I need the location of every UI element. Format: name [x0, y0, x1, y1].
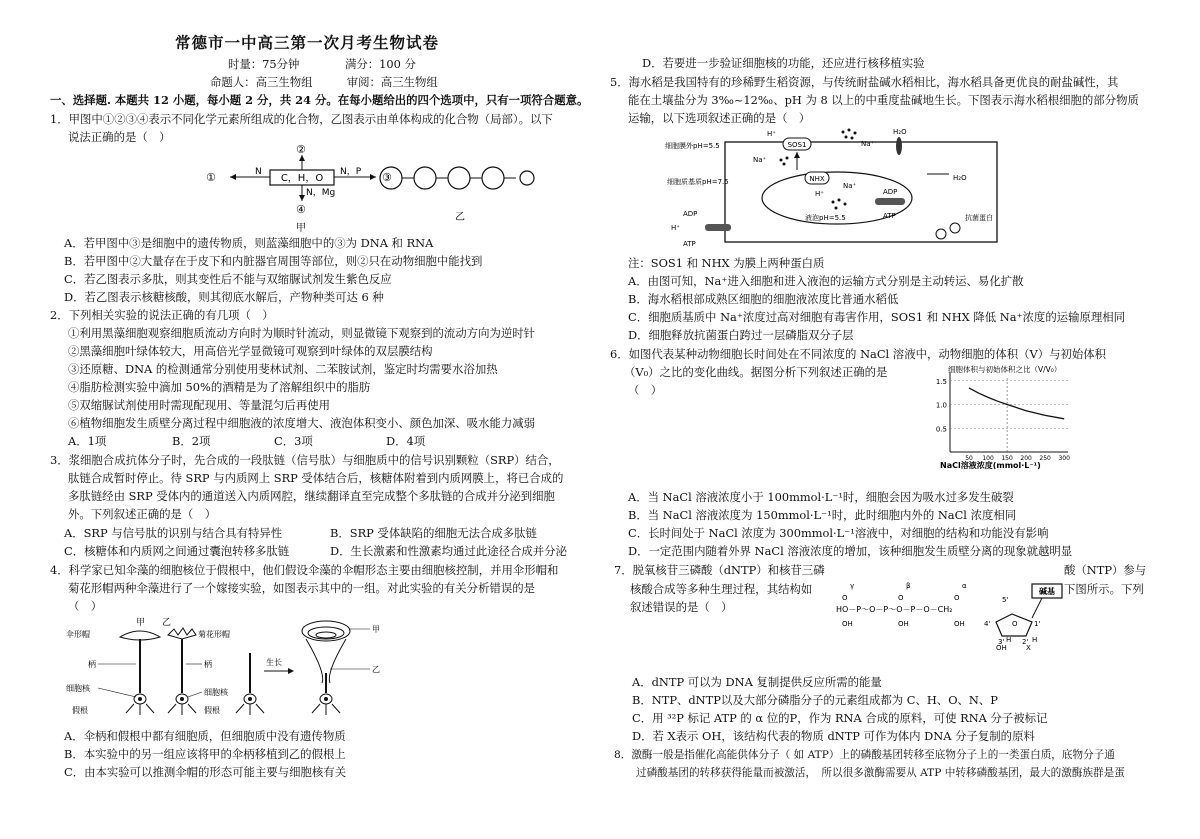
q4-stem-line2: 菊花形帽两种伞藻进行了一个嫁接实验，如图表示其中的一组。对此实验的有关分析错误的是 [68, 581, 536, 595]
svg-text:OH: OH [996, 644, 1007, 650]
q5-figure-root-cell [665, 124, 1010, 250]
cell-volume-chart [920, 360, 1080, 472]
chart-xlabel: NaCl溶液浓度(mmol·L⁻¹) [940, 461, 1041, 470]
svg-text:NHX: NHX [809, 175, 825, 183]
svg-text:H₂O: H₂O [893, 128, 907, 136]
svg-text:伞形帽: 伞形帽 [66, 630, 90, 639]
svg-text:N: N [255, 167, 262, 177]
svg-text:抗菌蛋白: 抗菌蛋白 [965, 214, 993, 222]
q3-option-b: B．SRP 受体缺陷的细胞无法合成多肽链 [330, 526, 537, 540]
svg-text:①: ① [206, 171, 216, 184]
q8-stem-line1: 8．激酶一般是指催化高能供体分子（ 如 ATP）上的磷酸基团转移至底物分子上的一类蛋白质，底物分子通 [614, 749, 1115, 761]
q4-option-c: C．由本实验可以推测伞帽的形态可能主要与细胞核有关 [64, 765, 347, 779]
q3-option-c: C．核糖体和内质网之间通过囊泡转移多肽链 [64, 544, 290, 558]
chart-ticks [936, 376, 1070, 462]
q2-option-c: C．3项 [274, 434, 313, 448]
q6-option-d: D．一定范围内随着外界 NaCl 溶液浓度的增加，该种细胞发生质壁分离的现象就越明显 [628, 544, 1073, 558]
q7-stem-line3: 叙述错误的是（ ） [630, 600, 733, 614]
q5-option-d: D．细胞释放抗菌蛋白跨过一层磷脂双分子层 [628, 328, 854, 342]
svg-text:O: O [842, 594, 848, 602]
q2-option-a: A．1项 [68, 434, 107, 448]
q4-stem-line1: 4．科学家已知伞藻的细胞核位于假根中，他们假设伞藻的伞帽形态主要由细胞核控制，并用伞形帽和 [50, 563, 559, 577]
svg-text:液泡pH=5.5: 液泡pH=5.5 [805, 214, 846, 222]
chart-series-line-0 [969, 388, 1064, 419]
q1-option-c: C．若乙图表示多肽，则其变性后不能与双缩脲试剂发生紫色反应 [64, 272, 392, 286]
svg-text:柄: 柄 [204, 660, 212, 669]
svg-text:④: ④ [296, 203, 306, 216]
svg-text:乙: 乙 [455, 212, 465, 222]
q2-item-1: ①利用黑藻细胞观察细胞质流动方向时为顺时针流动，则显微镜下观察到的流动方向为逆时针 [68, 326, 536, 340]
svg-text:SOS1: SOS1 [787, 141, 807, 149]
svg-text:H₂O: H₂O [953, 174, 967, 182]
q2-item-2: ②黑藻细胞叶绿体较大，用高倍光学显微镜可观察到叶绿体的双层膜结构 [68, 344, 433, 358]
q5-option-a: A．由图可知，Na⁺进入细胞和进入液泡的运输方式分别是主动转运、易化扩散 [628, 274, 1024, 288]
q6-option-a: A．当 NaCl 溶液浓度小于 100mmol·L⁻¹时，细胞会因为吸水过多发生破裂 [628, 490, 1014, 504]
svg-text:甲: 甲 [296, 223, 306, 233]
svg-text:细胞膜外pH=5.5: 细胞膜外pH=5.5 [665, 142, 720, 150]
svg-text:O: O [898, 594, 904, 602]
q4-option-d: D．若要进一步验证细胞核的功能，还应进行核移植实验 [642, 56, 925, 70]
svg-text:乙: 乙 [162, 618, 172, 628]
svg-text:假根: 假根 [72, 706, 88, 715]
svg-text:H⁺: H⁺ [671, 224, 680, 232]
q3-stem-line4: 外。下列叙述正确的是（ ） [68, 507, 217, 521]
svg-text:β: β [906, 582, 911, 590]
q7-option-d: D．若 X表示 OH，该结构代表的物质 dNTP 可作为体内 DNA 分子复制的原料 [632, 729, 1035, 743]
svg-text:柄: 柄 [88, 660, 96, 669]
q6-stem-line3: （ ） [628, 383, 663, 397]
q6-stem-line1: 6．如图代表某种动物细胞长时间处在不同浓度的 NaCl 溶液中，动物细胞的体积（V）与初始体积 [610, 347, 1107, 361]
svg-text:②: ② [296, 143, 306, 156]
svg-text:H: H [1006, 636, 1012, 644]
svg-text:细胞质基质pH=7.5: 细胞质基质pH=7.5 [667, 178, 729, 186]
svg-text:碱基: 碱基 [1039, 587, 1055, 596]
svg-text:H: H [1032, 636, 1038, 644]
section-heading: 一、选择题. 本题共 12 小题，每小题 2 分，共 24 分。在每小题给出的四个选项中，只有一项符合题意。 [50, 93, 589, 107]
q5-note: 注：SOS1 和 NHX 为膜上两种蛋白质 [628, 256, 825, 270]
q8-stem-line2: 过磷酸基团的转移获得能量而被激活， 所以很多激酶需要从 ATP 中转移磷酸基团，最大的激酶族群是蛋 [636, 767, 1125, 779]
chart-y-tick-label: 1.0 [935, 401, 947, 410]
svg-text:N，P: N，P [340, 167, 362, 177]
chart-x-tick-label: 150 [1001, 455, 1013, 462]
q1-stem-line2: 说法正确的是（ ） [68, 130, 171, 144]
svg-text:γ: γ [850, 582, 855, 590]
svg-text:甲: 甲 [136, 618, 146, 628]
svg-text:ATP: ATP [883, 212, 896, 220]
chart-title: 细胞体积与初始体积之比（V/V₀） [948, 365, 1062, 374]
svg-text:H⁺: H⁺ [815, 190, 824, 198]
q5-stem-line1: 5．海水稻是我国特有的珍稀野生稻资源，与传统耐盐碱水稻相比，海水稻具备更优良的耐盐碱性，其 [610, 75, 1119, 89]
chart-x-tick-label: 50 [965, 455, 973, 462]
q6-option-b: B．当 NaCl 溶液浓度为 150mmol·L⁻¹时，此时细胞内外的 NaCl 浓度相同 [628, 508, 1017, 522]
q6-option-c: C．长时间处于 NaCl 浓度为 300mmol·L⁻¹溶液中，对细胞的结构和功能没有影响 [628, 526, 1049, 540]
exam-meta-author: 命题人：高三生物组 审阅：高三生物组 [210, 75, 438, 89]
q7-option-c: C．用 ³²P 标记 ATP 的 α 位的P，作为 RNA 合成的原料，可使 RNA 分子被标记 [632, 711, 1048, 725]
chart-series [969, 388, 1064, 419]
q5-option-b: B．海水稻根部成熟区细胞的细胞液浓度比普通水稻低 [628, 292, 899, 306]
q1-option-d: D．若乙图表示核糖核酸，则其彻底水解后，产物种类可达 6 种 [64, 290, 384, 304]
q6-stem-line2: （V₀）之比的变化曲线。据图分析下列叙述正确的是 [624, 365, 888, 379]
chart-axes [950, 372, 1068, 452]
svg-text:OH: OH [954, 620, 965, 628]
svg-text:α: α [962, 582, 967, 590]
q7-stem-line2b: 下图所示。下列 [1064, 582, 1144, 596]
q2-option-b: B．2项 [172, 434, 211, 448]
q4-figure-acetabularia [58, 613, 408, 723]
q4-option-b: B．本实验中的另一组应该将甲的伞柄移植到乙的假根上 [64, 747, 346, 761]
exam-meta-time: 时量：75分钟 满分：100 分 [228, 57, 416, 71]
svg-text:5': 5' [1002, 596, 1009, 604]
q1-stem-line1: 1．甲图中①②③④表示不同化学元素所组成的化合物，乙图表示由单体构成的化合物（局部）。以下 [50, 112, 553, 126]
q2-item-5: ⑤双缩脲试剂使用时需现配现用、等量混匀后再使用 [68, 398, 330, 412]
svg-text:生长: 生长 [266, 658, 282, 667]
q7-option-a: A．dNTP 可以为 DNA 复制提供反应所需的能量 [632, 675, 882, 689]
svg-text:2': 2' [1022, 638, 1029, 646]
q1-center-label: C，H，O [280, 173, 324, 184]
exam-title: 常德市一中高三第一次月考生物试卷 [175, 33, 440, 52]
chart-y-tick-label: 0.5 [935, 425, 947, 434]
q4-stem-line3: （ ） [68, 599, 103, 613]
q1-figure-yi [375, 162, 535, 222]
q2-item-4: ④脂肪检测实验中滴加 50%的酒精是为了溶解组织中的脂肪 [68, 380, 371, 394]
svg-text:Na⁺: Na⁺ [753, 156, 767, 164]
svg-text:乙: 乙 [372, 665, 380, 674]
q7-stem-line1a: 7．脱氧核苷三磷酸（dNTP）和核苷三磷 [614, 563, 825, 577]
q6-chart [920, 360, 1080, 472]
chart-x-tick-label: 100 [982, 455, 994, 462]
q3-option-a: A．SRP 与信号肽的识别与结合具有特异性 [64, 526, 283, 540]
svg-text:ADP: ADP [683, 210, 698, 218]
q7-stem-line2a: 核酸合成等多种生理过程，其结构如 [630, 582, 813, 596]
svg-text:1': 1' [1034, 620, 1041, 628]
q7-figure-ntp [836, 578, 1066, 650]
q2-item-6: ⑥植物细胞发生质壁分离过程中细胞液的浓度增大、液泡体积变小、颜色加深、吸水能力减弱 [68, 416, 536, 430]
q4-option-a: A．伞柄和假根中都有细胞质，但细胞质中没有遗传物质 [64, 729, 346, 743]
svg-text:ATP: ATP [683, 240, 696, 248]
chart-x-tick-label: 200 [1020, 455, 1032, 462]
q3-stem-line1: 3．浆细胞合成抗体分子时，先合成的一段肽链（信号肽）与细胞质中的信号识别颗粒（SRP）结合， [50, 453, 560, 467]
svg-text:O: O [1012, 620, 1018, 628]
svg-text:OH: OH [898, 620, 909, 628]
q5-stem-line2: 能在土壤盐分为 3‰~12‰、pH 为 8 以上的中重度盐碱地生长。下图表示海水稻根细胞的部分物质 [628, 93, 1139, 107]
q3-stem-line3: 多肽链经由 SRP 受体内的通道送入内质网腔，继续翻译直至完成整个多肽链的合成并分泌到细胞 [68, 489, 555, 503]
q2-option-d: D．4项 [386, 434, 426, 448]
svg-text:③: ③ [382, 171, 392, 184]
q3-stem-line2: 肽链合成暂时停止。待 SRP 与内质网上 SRP 受体结合后，核糖体附着到内质网膜上，将已合成的 [68, 471, 564, 485]
svg-text:O: O [954, 594, 960, 602]
svg-text:Na⁺: Na⁺ [843, 182, 857, 190]
chart-y-tick-label: 1.5 [935, 377, 947, 386]
q5-stem-line3: 运输，以下选项叙述正确的是（ ） [628, 111, 811, 125]
svg-text:H⁺: H⁺ [767, 130, 776, 138]
svg-text:X: X [1026, 644, 1031, 650]
q2-item-3: ③还原糖、DNA 的检测通常分别使用斐林试剂、二苯胺试剂，鉴定时均需要水浴加热 [68, 362, 498, 376]
svg-text:N，Mg: N，Mg [306, 188, 336, 198]
q5-option-c: C．细胞质基质中 Na⁺浓度过高对细胞有毒害作用，SOS1 和 NHX 降低 Na⁺浓度的运输原理相同 [628, 310, 1126, 324]
svg-text:OH: OH [842, 620, 853, 628]
svg-text:3': 3' [998, 638, 1005, 646]
svg-text:4': 4' [984, 620, 991, 628]
svg-text:细胞核: 细胞核 [204, 688, 228, 697]
svg-text:菊花形帽: 菊花形帽 [198, 630, 230, 639]
svg-text:甲: 甲 [372, 625, 380, 634]
q1-option-b: B．若甲图中②大量存在于皮下和内脏器官周围等部位，则②只在动物细胞中能找到 [64, 254, 483, 268]
svg-text:细胞核: 细胞核 [66, 684, 90, 693]
q7-stem-line1b: 酸（NTP）参与 [1064, 563, 1147, 577]
q7-option-b: B．NTP、dNTP以及大部分磷脂分子的元素组成都为 C、H、O、N、P [632, 693, 998, 707]
q3-option-d: D．生长激素和性激素均通过此途径合成并分泌 [330, 544, 567, 558]
q2-stem: 2．下列相关实验的说法正确的有几项（ ） [50, 308, 274, 322]
chart-x-tick-label: 300 [1058, 455, 1070, 462]
svg-text:Na⁺: Na⁺ [861, 140, 875, 148]
q1-option-a: A．若甲图中③是细胞中的遗传物质，则蓝藻细胞中的③为 DNA 和 RNA [64, 236, 434, 250]
chart-x-tick-label: 250 [1039, 455, 1051, 462]
svg-text:假根: 假根 [204, 706, 220, 715]
svg-text:HO－P～O－P～O－P－O－CH₂: HO－P～O－P～O－P－O－CH₂ [836, 605, 953, 614]
svg-text:ADP: ADP [883, 188, 898, 196]
